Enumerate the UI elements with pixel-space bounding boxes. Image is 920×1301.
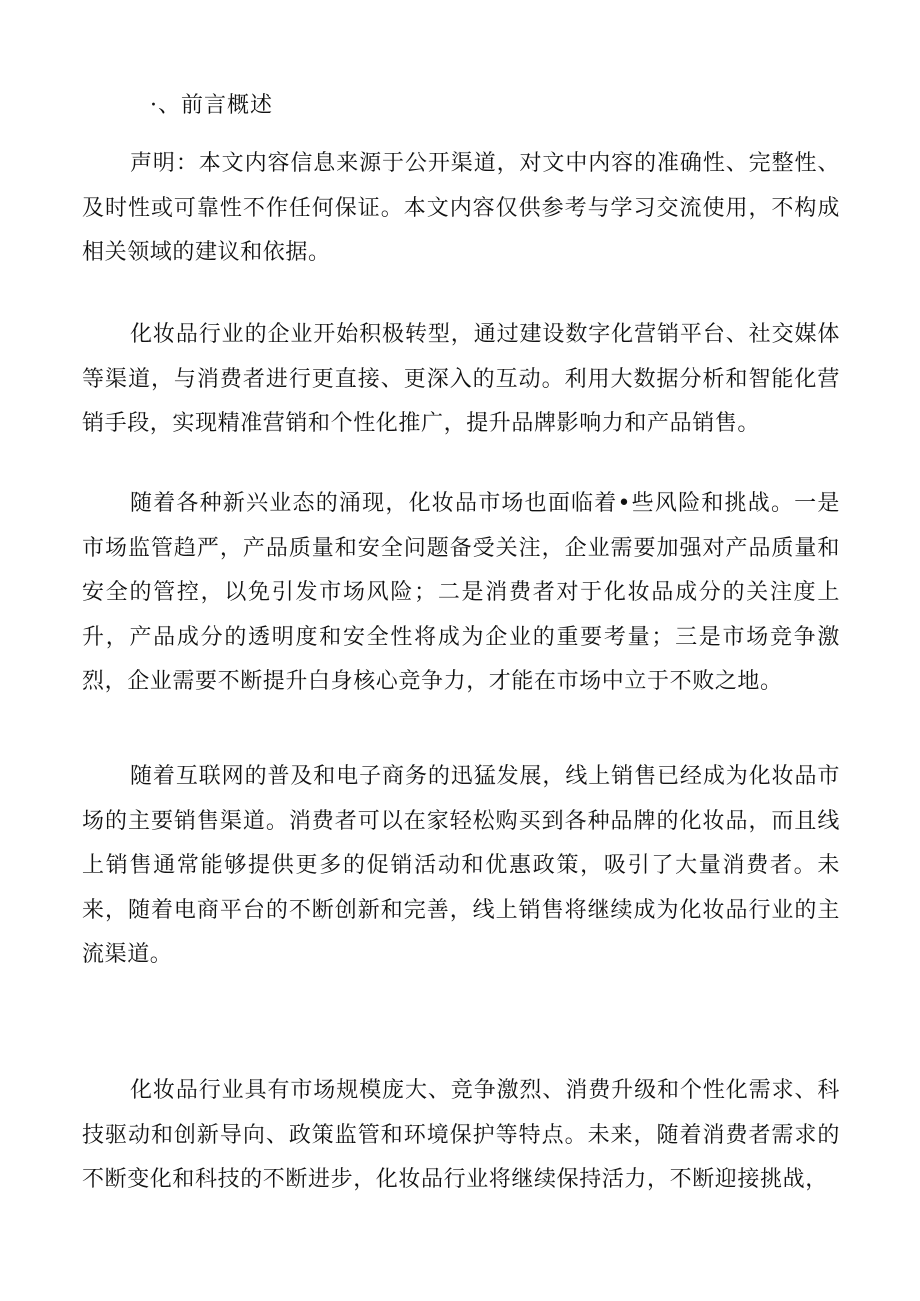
paragraph-risks-challenges: 随着各种新兴业态的涌现，化妆品市场也面临着•些风险和挑战。一是市场监管趋严，产品质量和安全问题备受关注，企业需要加强对产品质量和安全的管控，以免引发市场风险；二是消费者对于化妆品成分的关注度上升，产品成分的透明度和安全性将成为企业的重要考量；三是市场竞争激烈，企业需要不断提升白身核心竞争力，才能在市场中立于不败之地。	[82, 491, 840, 694]
paragraph-disclaimer: 声明：本文内容信息来源于公开渠道，对文中内容的准确性、完整性、及时性或可靠性不作任何保证。本文内容仅供参考与学习交流使用，不构成相关领域的建议和依据。	[82, 151, 840, 265]
paragraph-online-sales: 随着互联网的普及和电子商务的迅猛发展，线上销售已经成为化妆品市场的主要销售渠道。消费者可以在家轻松购买到各种品牌的化妆品，而且线上销售通常能够提供更多的促销活动和优惠政策，吸引了大量消费者。未来，随着电商平台的不断创新和完善，线上销售将继续成为化妆品行业的主流渠道。	[82, 764, 840, 967]
paragraph-digital-transformation: 化妆品行业的企业开始积极转型，通过建设数字化营销平台、社交媒体等渠道，与消费者进行更直接、更深入的互动。利用大数据分析和智能化营销手段，实现精准营销和个性化推广，提升品牌影响力和产品销售。	[82, 322, 840, 436]
section-heading: ·、前言概述	[150, 93, 273, 118]
paragraph-industry-features: 化妆品行业具有市场规模庞大、竞争激烈、消费升级和个性化需求、科技驱动和创新导向、政策监管和环境保护等特点。未来，随着消费者需求的不断变化和科技的不断进步，化妆品行业将继续保持活力，不断迎接挑战，	[82, 1078, 840, 1192]
